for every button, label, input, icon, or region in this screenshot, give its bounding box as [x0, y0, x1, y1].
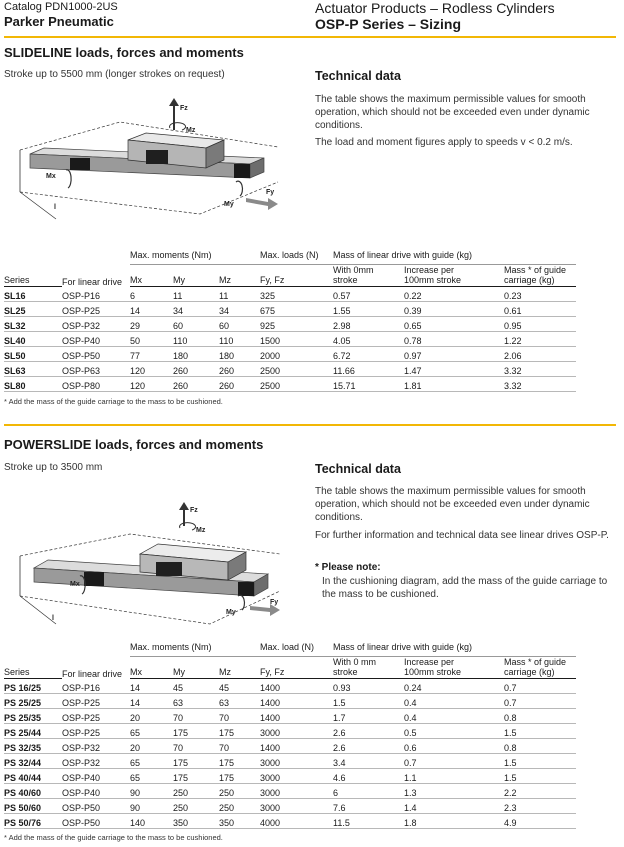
cell-mass-0mm: 7.6	[333, 799, 404, 814]
series-title: OSP-P Series – Sizing	[315, 16, 462, 32]
header-divider	[4, 36, 616, 38]
head-max-moments: Max. moments (Nm)	[130, 642, 260, 657]
cell-linear-drive: OSP-P40	[62, 784, 130, 799]
cell-carriage-mass: 0.23	[504, 287, 576, 302]
cell-linear-drive: OSP-P25	[62, 724, 130, 739]
cell-carriage-mass: 1.22	[504, 332, 576, 347]
cell-linear-drive: OSP-P25	[62, 302, 130, 317]
cell-mass-increase: 0.7	[404, 754, 504, 769]
col-mx: Mx	[130, 657, 173, 679]
cell-series: PS 25/44	[4, 724, 62, 739]
cell-carriage-mass: 0.95	[504, 317, 576, 332]
col-my: My	[173, 657, 219, 679]
cell-fy-fz: 2500	[260, 377, 333, 392]
cell-mz: 60	[219, 317, 260, 332]
my-label: My	[224, 201, 234, 208]
cell-mass-0mm: 15.71	[333, 377, 404, 392]
cell-fy-fz: 1400	[260, 709, 333, 724]
powerslide-para-1: The table shows the maximum permissible values for smooth operation, which should not be exceeded even under dynamic conditions.	[315, 486, 590, 523]
cell-fy-fz: 3000	[260, 784, 333, 799]
powerslide-table-body	[4, 679, 576, 829]
powerslide-note-text: In the cushioning diagram, add the mass of the guide carriage to the mass to be cushioned.	[322, 576, 608, 600]
cell-my: 63	[173, 694, 219, 709]
cell-fy-fz: 3000	[260, 754, 333, 769]
mx-arrow	[66, 170, 71, 188]
cell-mx: 14	[130, 694, 173, 709]
end-cap-left	[70, 158, 90, 170]
fz-label: Fz	[190, 507, 198, 514]
length-label: l	[52, 615, 54, 622]
cell-series: SL25	[4, 302, 62, 317]
cell-mz: 34	[219, 302, 260, 317]
cell-my: 180	[173, 347, 219, 362]
cell-fy-fz: 4000	[260, 814, 333, 829]
cell-mz: 70	[219, 709, 260, 724]
cell-mz: 260	[219, 377, 260, 392]
cell-my: 250	[173, 799, 219, 814]
cell-series: SL50	[4, 347, 62, 362]
cell-mass-0mm: 6.72	[333, 347, 404, 362]
col-with-0mm: With 0 mm stroke	[333, 657, 404, 679]
table-row	[4, 709, 576, 724]
cell-mass-increase: 0.97	[404, 347, 504, 362]
cell-series: SL63	[4, 362, 62, 377]
cell-mass-increase: 0.5	[404, 724, 504, 739]
cell-mass-0mm: 11.5	[333, 814, 404, 829]
cell-mass-increase: 0.4	[404, 709, 504, 724]
fz-arrow-head	[179, 502, 189, 510]
fy-label: Fy	[270, 599, 279, 606]
fy-label: Fy	[266, 189, 275, 196]
cell-my: 175	[173, 769, 219, 784]
cell-my: 260	[173, 362, 219, 377]
end-cap-right	[238, 582, 254, 596]
table-row	[4, 814, 576, 829]
section-divider	[4, 424, 616, 426]
cell-linear-drive: OSP-P63	[62, 362, 130, 377]
cell-my: 260	[173, 377, 219, 392]
cell-carriage-mass: 0.61	[504, 302, 576, 317]
cell-series: PS 25/35	[4, 709, 62, 724]
frame-outline-bottom	[20, 182, 278, 214]
cell-mass-increase: 1.8	[404, 814, 504, 829]
cell-mz: 260	[219, 362, 260, 377]
cell-carriage-mass: 0.7	[504, 679, 576, 694]
carriage-block	[146, 150, 168, 164]
mx-label: Mx	[46, 173, 56, 180]
cell-linear-drive: OSP-P50	[62, 347, 130, 362]
cell-mz: 175	[219, 754, 260, 769]
cell-mx: 14	[130, 302, 173, 317]
cell-series: PS 40/60	[4, 784, 62, 799]
cell-mass-0mm: 6	[333, 784, 404, 799]
cell-series: PS 32/44	[4, 754, 62, 769]
cell-linear-drive: OSP-P50	[62, 799, 130, 814]
col-with-0mm: With 0mm stroke	[333, 265, 404, 287]
cell-my: 110	[173, 332, 219, 347]
cell-my: 175	[173, 724, 219, 739]
my-arrow	[236, 181, 242, 196]
table-row	[4, 302, 576, 317]
table-row	[4, 347, 576, 362]
table-row	[4, 287, 576, 302]
head-mass: Mass of linear drive with guide (kg)	[333, 642, 576, 657]
cell-mz: 250	[219, 799, 260, 814]
cell-mx: 20	[130, 739, 173, 754]
col-mz: Mz	[219, 265, 260, 287]
mz-label: Mz	[196, 527, 206, 534]
powerslide-diagram	[10, 496, 300, 630]
cell-linear-drive: OSP-P50	[62, 814, 130, 829]
cell-carriage-mass: 2.3	[504, 799, 576, 814]
cell-series: SL80	[4, 377, 62, 392]
cell-mz: 175	[219, 724, 260, 739]
cell-mz: 180	[219, 347, 260, 362]
mx-label: Mx	[70, 581, 80, 588]
head-mass: Mass of linear drive with guide (kg)	[333, 250, 576, 265]
cell-fy-fz: 3000	[260, 724, 333, 739]
cell-my: 70	[173, 739, 219, 754]
col-series: Series	[4, 265, 62, 287]
cell-series: PS 40/44	[4, 769, 62, 784]
slideline-para-1: The table shows the maximum permissible values for smooth operation, which should not be exceeded even under dynamic conditions.	[315, 94, 590, 131]
cell-mass-0mm: 0.93	[333, 679, 404, 694]
head-max-moments: Max. moments (Nm)	[130, 250, 260, 265]
table-row	[4, 784, 576, 799]
cell-mx: 50	[130, 332, 173, 347]
table-row	[4, 769, 576, 784]
powerslide-footnote: * Add the mass of the guide carriage to the mass to be cushioned.	[4, 833, 223, 842]
cell-fy-fz: 1500	[260, 332, 333, 347]
col-increase: Increase per 100mm stroke	[404, 657, 504, 679]
cell-mx: 77	[130, 347, 173, 362]
cell-my: 350	[173, 814, 219, 829]
mz-arrow	[180, 523, 196, 530]
cell-mz: 175	[219, 769, 260, 784]
mz-label: Mz	[186, 127, 196, 134]
cell-mz: 63	[219, 694, 260, 709]
cell-mass-0mm: 1.5	[333, 694, 404, 709]
cell-my: 45	[173, 679, 219, 694]
cell-mx: 65	[130, 769, 173, 784]
cell-my: 34	[173, 302, 219, 317]
powerslide-table	[4, 642, 576, 829]
cell-linear-drive: OSP-P25	[62, 694, 130, 709]
cell-mz: 350	[219, 814, 260, 829]
cell-linear-drive: OSP-P16	[62, 287, 130, 302]
cell-mass-increase: 0.22	[404, 287, 504, 302]
cell-mz: 110	[219, 332, 260, 347]
cell-mx: 65	[130, 724, 173, 739]
cell-series: SL32	[4, 317, 62, 332]
cell-mass-0mm: 3.4	[333, 754, 404, 769]
cell-fy-fz: 925	[260, 317, 333, 332]
cell-mass-increase: 0.39	[404, 302, 504, 317]
cell-mass-increase: 0.24	[404, 679, 504, 694]
cell-mass-0mm: 2.6	[333, 724, 404, 739]
cell-carriage-mass: 2.2	[504, 784, 576, 799]
cell-mass-increase: 1.81	[404, 377, 504, 392]
cell-carriage-mass: 4.9	[504, 814, 576, 829]
cell-linear-drive: OSP-P25	[62, 709, 130, 724]
category-title: Actuator Products – Rodless Cylinders	[315, 0, 555, 16]
cell-mx: 20	[130, 709, 173, 724]
cell-fy-fz: 1400	[260, 739, 333, 754]
cell-fy-fz: 675	[260, 302, 333, 317]
head-max-load: Max. load (N)	[260, 642, 333, 657]
cell-mz: 70	[219, 739, 260, 754]
cell-fy-fz: 1400	[260, 694, 333, 709]
col-increase: Increase per 100mm stroke	[404, 265, 504, 287]
head-for-linear-drive: For linear drive	[62, 276, 123, 287]
cell-fy-fz: 2000	[260, 347, 333, 362]
cell-mass-increase: 1.4	[404, 799, 504, 814]
my-label: My	[226, 609, 236, 616]
cell-carriage-mass: 0.8	[504, 739, 576, 754]
table-row	[4, 377, 576, 392]
cell-series: PS 16/25	[4, 679, 62, 694]
powerslide-tech-title: Technical data	[315, 462, 401, 476]
slideline-tech-title: Technical data	[315, 69, 401, 83]
brand-name: Parker Pneumatic	[4, 14, 114, 29]
cell-mass-increase: 0.4	[404, 694, 504, 709]
cell-mass-increase: 1.47	[404, 362, 504, 377]
table-row	[4, 694, 576, 709]
col-fy-fz: Fy, Fz	[260, 265, 333, 287]
cell-linear-drive: OSP-P80	[62, 377, 130, 392]
col-mx: Mx	[130, 265, 173, 287]
fy-arrow	[246, 198, 278, 210]
cell-mass-increase: 1.3	[404, 784, 504, 799]
cell-linear-drive: OSP-P32	[62, 754, 130, 769]
cell-mx: 120	[130, 362, 173, 377]
cell-my: 11	[173, 287, 219, 302]
cell-mass-0mm: 0.57	[333, 287, 404, 302]
col-mz: Mz	[219, 657, 260, 679]
carriage-block	[156, 562, 182, 576]
cell-mx: 65	[130, 754, 173, 769]
cell-mz: 250	[219, 784, 260, 799]
cell-fy-fz: 325	[260, 287, 333, 302]
cell-linear-drive: OSP-P32	[62, 739, 130, 754]
end-cap-left	[84, 572, 104, 586]
cell-carriage-mass: 0.7	[504, 694, 576, 709]
cell-mass-increase: 1.1	[404, 769, 504, 784]
cell-mx: 90	[130, 784, 173, 799]
fz-arrow-head	[169, 98, 179, 106]
cell-series: SL16	[4, 287, 62, 302]
cell-mass-0mm: 4.6	[333, 769, 404, 784]
cell-mass-increase: 0.6	[404, 739, 504, 754]
cell-fy-fz: 3000	[260, 769, 333, 784]
slideline-table-body	[4, 287, 576, 392]
cell-my: 70	[173, 709, 219, 724]
end-cap-right	[234, 164, 250, 178]
fz-label: Fz	[180, 105, 188, 112]
cell-carriage-mass: 1.5	[504, 724, 576, 739]
table-row	[4, 799, 576, 814]
cell-series: PS 50/60	[4, 799, 62, 814]
col-carriage-mass: Mass * of guide carriage (kg)	[504, 265, 576, 287]
slideline-stroke: Stroke up to 5500 mm (longer strokes on request)	[4, 69, 225, 80]
cell-linear-drive: OSP-P40	[62, 332, 130, 347]
slideline-footnote: * Add the mass of the guide carriage to the mass to be cushioned.	[4, 397, 223, 406]
slideline-para-2: The load and moment figures apply to speeds v < 0.2 m/s.	[315, 137, 573, 148]
cell-linear-drive: OSP-P32	[62, 317, 130, 332]
cell-mx: 120	[130, 377, 173, 392]
powerslide-stroke: Stroke up to 3500 mm	[4, 462, 103, 473]
cell-series: PS 25/25	[4, 694, 62, 709]
cell-carriage-mass: 1.5	[504, 754, 576, 769]
col-my: My	[173, 265, 219, 287]
cell-mz: 45	[219, 679, 260, 694]
cell-mass-0mm: 2.98	[333, 317, 404, 332]
table-row	[4, 754, 576, 769]
table-row	[4, 362, 576, 377]
head-for-linear-drive: For linear drive	[62, 668, 123, 679]
cell-mx: 14	[130, 679, 173, 694]
col-series: Series	[4, 657, 62, 679]
slideline-table	[4, 250, 576, 392]
cell-mx: 140	[130, 814, 173, 829]
cell-carriage-mass: 0.8	[504, 709, 576, 724]
cell-linear-drive: OSP-P16	[62, 679, 130, 694]
powerslide-para-2: For further information and technical data see linear drives OSP-P.	[315, 530, 609, 541]
cell-my: 175	[173, 754, 219, 769]
mz-arrow	[170, 123, 186, 130]
cell-mass-increase: 0.65	[404, 317, 504, 332]
cell-mass-increase: 0.78	[404, 332, 504, 347]
slideline-title: SLIDELINE loads, forces and moments	[4, 45, 244, 60]
table-row	[4, 739, 576, 754]
head-max-loads: Max. loads (N)	[260, 250, 333, 265]
cell-mx: 90	[130, 799, 173, 814]
catalog-number: Catalog PDN1000-2US	[4, 1, 118, 13]
cell-mass-0mm: 1.7	[333, 709, 404, 724]
cell-linear-drive: OSP-P40	[62, 769, 130, 784]
powerslide-note-title: * Please note:	[315, 562, 381, 573]
cell-fy-fz: 2500	[260, 362, 333, 377]
table-row	[4, 679, 576, 694]
cell-mass-0mm: 1.55	[333, 302, 404, 317]
cell-carriage-mass: 3.32	[504, 377, 576, 392]
slideline-diagram	[10, 92, 300, 222]
powerslide-title: POWERSLIDE loads, forces and moments	[4, 437, 264, 452]
table-row	[4, 724, 576, 739]
my-arrow	[238, 595, 244, 610]
cell-series: PS 32/35	[4, 739, 62, 754]
cell-my: 60	[173, 317, 219, 332]
cell-series: SL40	[4, 332, 62, 347]
cell-carriage-mass: 3.32	[504, 362, 576, 377]
table-row	[4, 332, 576, 347]
cell-series: PS 50/76	[4, 814, 62, 829]
cell-carriage-mass: 1.5	[504, 769, 576, 784]
cell-carriage-mass: 2.06	[504, 347, 576, 362]
cell-mass-0mm: 11.66	[333, 362, 404, 377]
col-fy-fz: Fy, Fz	[260, 657, 333, 679]
cell-fy-fz: 1400	[260, 679, 333, 694]
cell-mx: 29	[130, 317, 173, 332]
cell-my: 250	[173, 784, 219, 799]
cell-mass-0mm: 4.05	[333, 332, 404, 347]
cell-mz: 11	[219, 287, 260, 302]
col-carriage-mass: Mass * of guide carriage (kg)	[504, 657, 576, 679]
cell-mx: 6	[130, 287, 173, 302]
cell-mass-0mm: 2.6	[333, 739, 404, 754]
table-row	[4, 317, 576, 332]
length-label: l	[54, 204, 56, 211]
cell-fy-fz: 3000	[260, 799, 333, 814]
